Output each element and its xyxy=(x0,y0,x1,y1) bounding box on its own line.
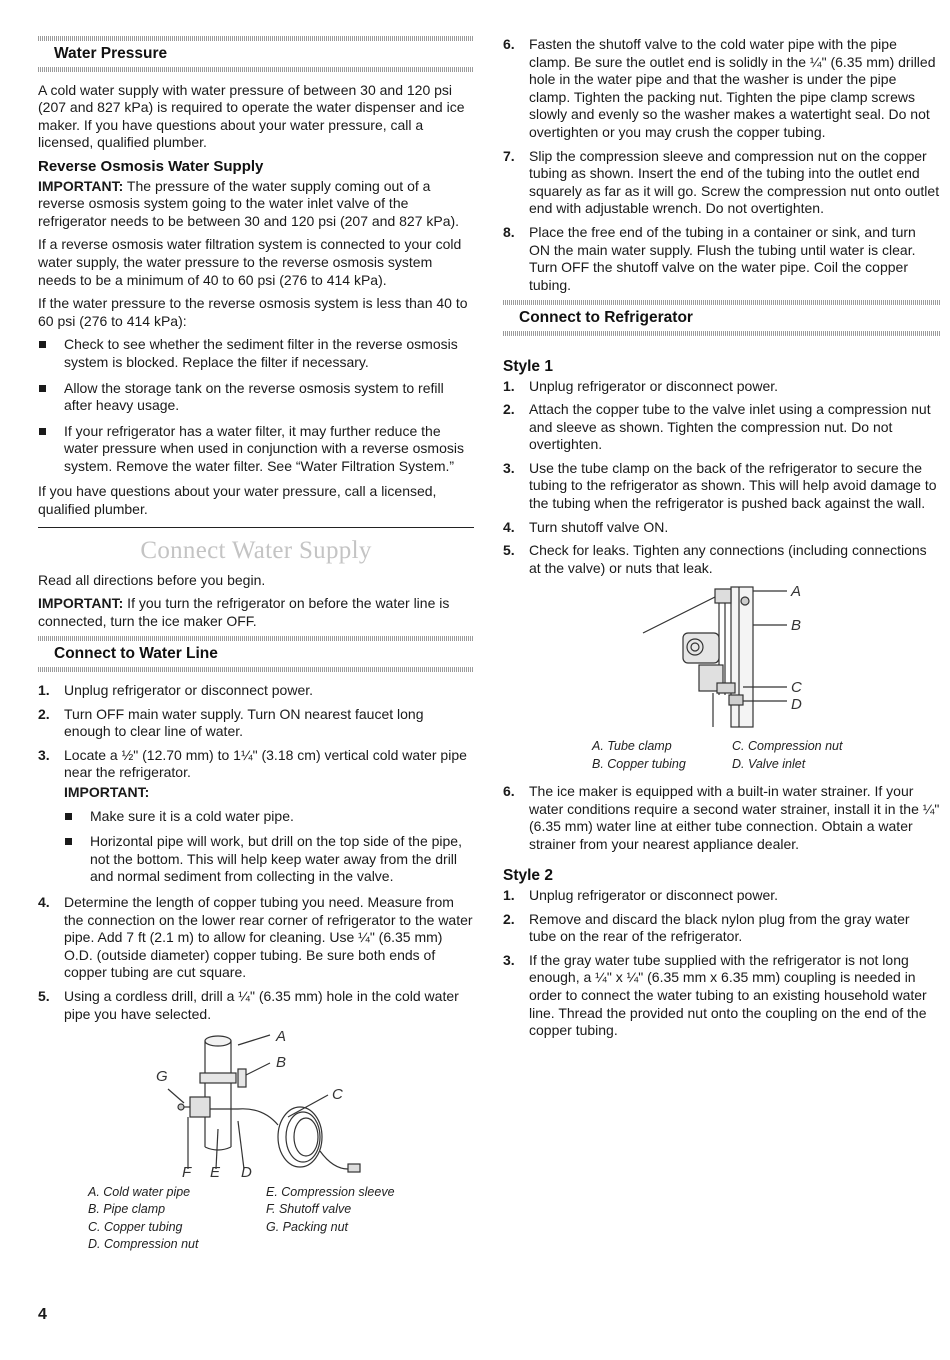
reverse-osmosis-paragraph-2: If a reverse osmosis water filtration system is connected to your cold water supply, the water pressure to the reverse osmosis system needs to be a minimum of 40 to 60 psi (276 to 414 kPa). xyxy=(38,236,462,288)
bullet-text: Make sure it is a cold water pipe. xyxy=(90,807,294,824)
step-number: 3. xyxy=(503,951,515,968)
caption-item: C. Copper tubing xyxy=(88,1219,183,1234)
step-number: 8. xyxy=(503,223,515,240)
step-number: 7. xyxy=(503,147,515,164)
connect-fridge-header xyxy=(503,300,940,336)
step-number: 2. xyxy=(503,401,515,418)
step-number: 2. xyxy=(503,910,515,927)
step-number: 1. xyxy=(503,377,515,394)
step-text: Turn OFF main water supply. Turn ON nearest faucet long enough to clear line of water. xyxy=(64,705,424,740)
list-item xyxy=(38,380,474,415)
caption-item: D. Valve inlet xyxy=(732,756,806,771)
caption-item: B. Copper tubing xyxy=(592,756,686,771)
step-number: 4. xyxy=(38,893,50,910)
list-item xyxy=(503,783,940,853)
list-item xyxy=(38,894,474,982)
connect-supply-important xyxy=(38,595,474,630)
water-pressure-paragraph: A cold water supply with water pressure of between 30 and 120 psi (207 and 827 kPa) is required to operate the water dispenser and ice maker. If you have questions about your water pressure, call a licensed, qualified plumber. xyxy=(38,81,465,151)
style-2-steps xyxy=(503,887,940,1040)
figure-caption xyxy=(88,1184,474,1254)
list-item xyxy=(38,682,474,700)
style-1-step-6 xyxy=(503,783,940,853)
step-number: 3. xyxy=(503,459,515,476)
hatch-divider xyxy=(38,67,474,72)
list-item xyxy=(503,887,940,905)
figure-label-c: C xyxy=(791,679,802,697)
reverse-osmosis-heading: Reverse Osmosis Water Supply xyxy=(38,157,264,175)
important-text: The pressure of the water supply coming out of a reverse osmosis system going to the water inlet valve of the refrigerator needs to be between 30 and 120 psi (207 and 827 kPa). xyxy=(38,177,460,229)
right-column xyxy=(503,36,940,1046)
connect-line-heading: Connect to Water Line xyxy=(54,645,218,663)
list-item xyxy=(503,224,940,294)
bullet-text: If your refrigerator has a water filter, it may further reduce the water pressure when used in conjunction with a reverse osmosis system. Remove the water filter. See “Water Filtration System.” xyxy=(64,422,464,474)
caption-item: C. Compression nut xyxy=(732,739,843,754)
square-bullet-icon xyxy=(39,341,46,348)
style-2-heading: Style 2 xyxy=(503,867,553,885)
list-item xyxy=(503,911,940,946)
square-bullet-icon xyxy=(65,838,72,845)
list-item xyxy=(503,542,940,577)
square-bullet-icon xyxy=(39,428,46,435)
step-text: Locate a ½" (12.70 mm) to 1¼" (3.18 cm) vertical cold water pipe near the refrigerator. xyxy=(64,746,467,781)
list-item xyxy=(503,36,940,142)
figure-label-d: D xyxy=(241,1164,252,1180)
list-item xyxy=(38,747,474,886)
shutoff-valve-figure xyxy=(38,1029,474,1254)
figure-label-b: B xyxy=(276,1054,287,1072)
shutoff-valve-illustration xyxy=(38,1029,474,1179)
important-label: IMPORTANT: xyxy=(38,595,124,612)
step-number: 2. xyxy=(38,705,50,722)
square-bullet-icon xyxy=(39,385,46,392)
step-number: 6. xyxy=(503,36,515,52)
reverse-osmosis-important xyxy=(38,178,474,231)
list-item xyxy=(38,988,474,1023)
connect-line-header xyxy=(38,636,474,672)
page-number: 4 xyxy=(38,1306,47,1323)
figure-label-d: D xyxy=(791,696,802,714)
list-item xyxy=(64,833,474,886)
left-column xyxy=(38,36,474,1254)
caption-item: A. Cold water pipe xyxy=(88,1184,191,1199)
important-label: IMPORTANT: xyxy=(64,784,150,800)
figure-label-a: A xyxy=(791,583,802,601)
list-item xyxy=(503,460,940,513)
step-text: Determine the length of copper tubing you need. Measure from the connection on the lower rear corner of refrigerator to the water pipe. Add 7 ft (2.1 m) to allow for cleaning. Use ¼" (6.35 mm) O.D. (outside diameter) copper tubing. Be sure both ends of copper tubing are cut square. xyxy=(64,893,473,981)
step-number: 1. xyxy=(503,887,515,903)
step-text: Place the free end of the tubing in a container or sink, and turn ON the main water supply. Flush the tubing until water is clear. Turn OFF the shutoff valve on the water pipe. Coil the copper tubing. xyxy=(529,223,916,293)
style-1-heading: Style 1 xyxy=(503,357,553,375)
list-item xyxy=(38,336,474,371)
list-item xyxy=(503,519,940,537)
bullet-text: Check to see whether the sediment filter in the reverse osmosis system is blocked. Replace the filter if necessary. xyxy=(64,336,458,370)
water-pressure-heading: Water Pressure xyxy=(54,45,168,62)
step-text: Turn shutoff valve ON. xyxy=(529,518,669,535)
caption-item: F. Shutoff valve xyxy=(266,1202,352,1217)
step-text: Using a cordless drill, drill a ¼" (6.35 mm) hole in the cold water pipe you have selected. xyxy=(64,987,459,1022)
refrigerator-connection-illustration xyxy=(503,583,940,731)
step-text: The ice maker is equipped with a built-in water strainer. If your water conditions require a second water strainer, install it in the ¼" (6.35 mm) water line at either tube connection. Obtain a water strainer from your nearest appliance dealer. xyxy=(529,783,940,852)
section-rule xyxy=(38,527,474,528)
list-item xyxy=(503,148,940,218)
connect-water-supply-title: Connect Water Supply xyxy=(140,536,372,564)
important-text: If you turn the refrigerator on before the water line is connected, turn the ice maker OFF. xyxy=(38,595,450,629)
step-3-bullets xyxy=(64,808,474,886)
hatch-divider xyxy=(503,331,940,336)
hatch-divider xyxy=(38,667,474,672)
step-text: If the gray water tube supplied with the refrigerator is not long enough, a ¼" x ¼" (6.35 mm x 6.35 mm) coupling is needed in order to connect the water tubing to an existing household water line. Thread the provided nut onto the coupling on the end of the copper tubing. xyxy=(529,951,927,1039)
step-number: 5. xyxy=(503,542,515,559)
step-number: 4. xyxy=(503,518,515,535)
connect-line-steps-continued xyxy=(503,36,940,294)
step-text: Slip the compression sleeve and compression nut on the copper tubing as shown. Insert the end of the tubing into the outlet end squarely as far as it will go. Screw the compression nut onto outlet end with adjustable wrench. Do not overtighten. xyxy=(529,147,940,217)
step-text: Fasten the shutoff valve to the cold water pipe with the pipe clamp. Be sure the outlet end is solidly in the ¼" (6.35 mm) drilled hole in the water pipe and that the washer is under the pipe clamp. Tighten the packing nut. Tighten the pipe clamp screws slowly and evenly so the washer makes a watertight seal. Do not overtighten or you may crush the copper tubing. xyxy=(529,36,936,140)
step-text: Unplug refrigerator or disconnect power. xyxy=(529,887,779,903)
reverse-osmosis-paragraph-4: If you have questions about your water pressure, call a licensed, qualified plumber. xyxy=(38,483,437,518)
caption-item: D. Compression nut xyxy=(88,1237,199,1252)
figure-label-g: G xyxy=(156,1068,168,1086)
important-label: IMPORTANT: xyxy=(38,177,124,194)
step-text: Unplug refrigerator or disconnect power. xyxy=(529,377,779,394)
caption-item: B. Pipe clamp xyxy=(88,1202,166,1217)
step-text: Attach the copper tube to the valve inlet using a compression nut and sleeve as shown. Tighten the compression nut. Do not overtighten. xyxy=(529,401,931,453)
list-item xyxy=(503,401,940,454)
water-pressure-header xyxy=(38,36,474,72)
connect-line-steps xyxy=(38,682,474,1023)
caption-item: E. Compression sleeve xyxy=(266,1184,395,1199)
reverse-osmosis-paragraph-3: If the water pressure to the reverse osmosis system is less than 40 to 60 psi (276 to 414 kPa): xyxy=(38,295,468,329)
step-text: Unplug refrigerator or disconnect power. xyxy=(64,682,314,699)
figure-label-b: B xyxy=(791,617,802,635)
list-item xyxy=(38,423,474,476)
caption-item: G. Packing nut xyxy=(266,1219,348,1234)
step-number: 6. xyxy=(503,783,515,800)
step-text: Check for leaks. Tighten any connections (including connections at the valve) or nuts that leak. xyxy=(529,542,927,576)
figure-label-a: A xyxy=(276,1029,287,1046)
list-item xyxy=(38,706,474,741)
bullet-text: Horizontal pipe will work, but drill on the top side of the pipe, not the bottom. This will help keep water away from the drill and normal sediment from collecting in the valve. xyxy=(90,833,462,885)
caption-item: A. Tube clamp xyxy=(592,739,672,754)
step-number: 5. xyxy=(38,987,50,1004)
bullet-text: Allow the storage tank on the reverse osmosis system to refill after heavy usage. xyxy=(64,379,444,414)
refrigerator-connection-figure xyxy=(503,583,940,773)
square-bullet-icon xyxy=(65,813,72,820)
step-number: 3. xyxy=(38,746,50,763)
connect-fridge-heading: Connect to Refrigerator xyxy=(519,309,693,327)
figure-caption xyxy=(592,738,940,773)
step-number: 1. xyxy=(38,682,50,699)
connect-supply-intro: Read all directions before you begin. xyxy=(38,571,266,588)
reverse-osmosis-bullets xyxy=(38,336,474,475)
style-1-steps xyxy=(503,378,940,578)
figure-label-e: E xyxy=(210,1164,221,1180)
list-item xyxy=(64,808,474,826)
figure-label-f: F xyxy=(182,1164,192,1180)
list-item xyxy=(503,952,940,1040)
figure-label-c: C xyxy=(332,1086,343,1104)
list-item xyxy=(503,378,940,396)
step-text: Use the tube clamp on the back of the refrigerator to secure the tubing to the refrigerator as shown. This will help avoid damage to the tubing when the refrigerator is pushed back against the wall. xyxy=(529,459,937,512)
step-text: Remove and discard the black nylon plug from the gray water tube on the rear of the refrigerator. xyxy=(529,910,910,945)
